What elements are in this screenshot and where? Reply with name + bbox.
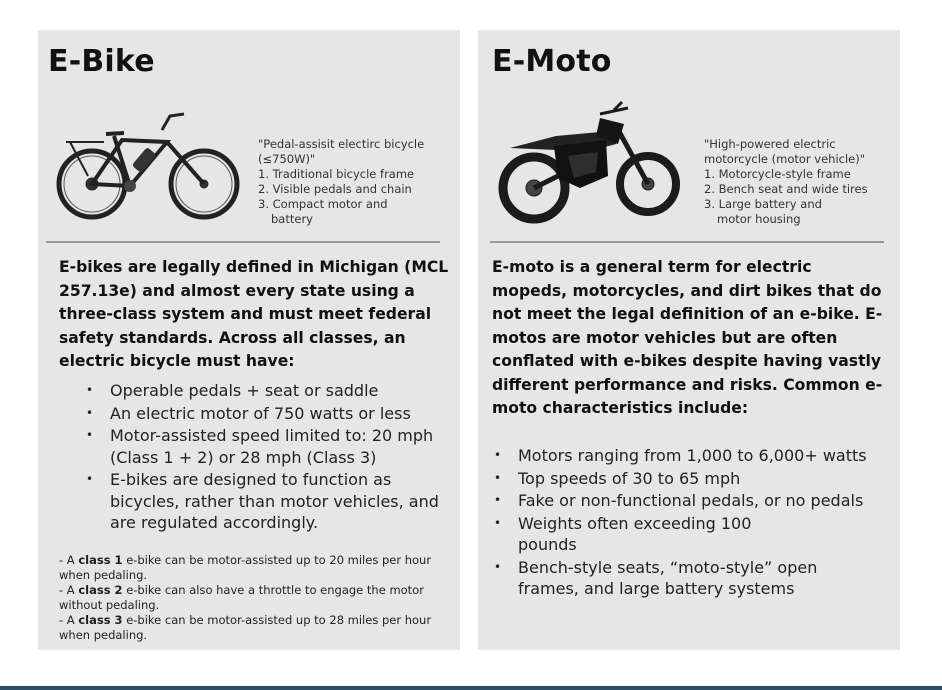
- note-text: e-bike can be motor-assisted up to 20 miles per hour when pedaling.: [59, 553, 432, 582]
- emoto-image: [496, 96, 686, 226]
- note-prefix: - A: [59, 613, 79, 627]
- note-class-label: class 1: [78, 553, 123, 567]
- emoto-intro: E-moto is a general term for electric mopeds, motorcycles, and dirt bikes that do not meet the legal definition of an e-bike. E-motos are motor vehicles but are often conflated with e-bikes despite having vastly different performance and risks. Common e-moto characteristics include:: [492, 258, 883, 417]
- list-item-text: Operable pedals + seat or saddle: [110, 381, 379, 400]
- emoto-caption-line: 1. Motorcycle-style frame: [704, 167, 851, 181]
- list-item-text: Bench-style seats, “moto-style” open frames, and large battery systems: [518, 557, 818, 598]
- ebike-caption-line: battery: [271, 212, 313, 226]
- ebike-caption-line: 1. Traditional bicycle frame: [258, 167, 415, 181]
- list-item: [492, 490, 872, 512]
- bullet-icon: •: [494, 493, 502, 507]
- list-item-text: E-bikes are designed to function as bicycles, rather than motor vehicles, and are regulated accordingly.: [110, 470, 439, 532]
- note-text: e-bike can also have a throttle to engage the motor without pedaling.: [59, 583, 424, 612]
- ebike-bullet-list: [84, 380, 444, 535]
- emoto-title: E-Moto: [492, 44, 612, 79]
- ebike-caption-line: "Pedal-assisit electirc bicycle: [258, 137, 425, 151]
- bullet-icon: •: [494, 515, 502, 530]
- ebike-title: E-Bike: [48, 44, 155, 79]
- list-item: [84, 469, 444, 534]
- emoto-caption-line: 3. Large battery and: [704, 197, 822, 211]
- note-class-label: class 3: [78, 613, 123, 627]
- note-prefix: - A: [59, 553, 79, 567]
- note-prefix: - A: [59, 583, 79, 597]
- ebike-divider: [46, 241, 440, 243]
- ebike-panel: [38, 30, 460, 650]
- emoto-divider: [490, 241, 884, 243]
- list-item-text: Fake or non-functional pedals, or no pedals: [518, 491, 864, 510]
- note-class-label: class 2: [78, 583, 123, 597]
- emoto-caption-line: motor housing: [717, 212, 801, 226]
- ebike-caption-line: (≤750W)": [258, 152, 316, 166]
- bullet-icon: •: [494, 448, 502, 462]
- emoto-panel: [478, 30, 900, 650]
- ebike-caption-line: 2. Visible pedals and chain: [258, 182, 412, 196]
- list-item: [492, 557, 872, 600]
- list-item: [84, 380, 444, 402]
- class-note: [59, 613, 449, 643]
- list-item: [84, 425, 444, 468]
- bullet-icon: •: [86, 472, 94, 486]
- emoto-caption-line: motorcycle (motor vehicle)": [704, 152, 866, 166]
- list-item-text: Weights often exceeding 100 pounds: [518, 513, 752, 554]
- list-item: [84, 403, 444, 425]
- list-item-text: Motors ranging from 1,000 to 6,000+ watts: [518, 446, 867, 465]
- list-item: [492, 445, 872, 467]
- bullet-icon: •: [86, 383, 94, 397]
- class-note: [59, 553, 449, 583]
- bullet-icon: •: [494, 559, 502, 574]
- emoto-caption-line: "High-powered electric: [704, 137, 836, 151]
- ebike-intro: E-bikes are legally defined in Michigan (MCL 257.13e) and almost every state using a three-class system and must meet federal safety standards. Across all classes, an electric bicycle must have:: [59, 258, 449, 370]
- bullet-icon: •: [494, 470, 502, 485]
- ebike-caption-line: 3. Compact motor and: [258, 197, 388, 211]
- list-item-text: An electric motor of 750 watts or less: [110, 403, 411, 423]
- class-note: [59, 583, 449, 613]
- bullet-icon: •: [86, 428, 94, 442]
- bullet-icon: •: [86, 405, 94, 420]
- list-item-text: Top speeds of 30 to 65 mph: [518, 468, 741, 488]
- list-item-text: Motor-assisted speed limited to: 20 mph (Class 1 + 2) or 28 mph (Class 3): [110, 426, 434, 467]
- note-text: e-bike can be motor-assisted up to 28 miles per hour when pedaling.: [59, 613, 432, 642]
- ebike-image: [52, 106, 242, 226]
- list-item: [492, 513, 808, 556]
- emoto-bullet-list: [492, 445, 872, 601]
- emoto-caption-line: 2. Bench seat and wide tires: [704, 182, 868, 196]
- ebike-class-notes: [59, 553, 449, 643]
- list-item: [492, 468, 872, 490]
- bottom-accent-bar: [0, 686, 942, 690]
